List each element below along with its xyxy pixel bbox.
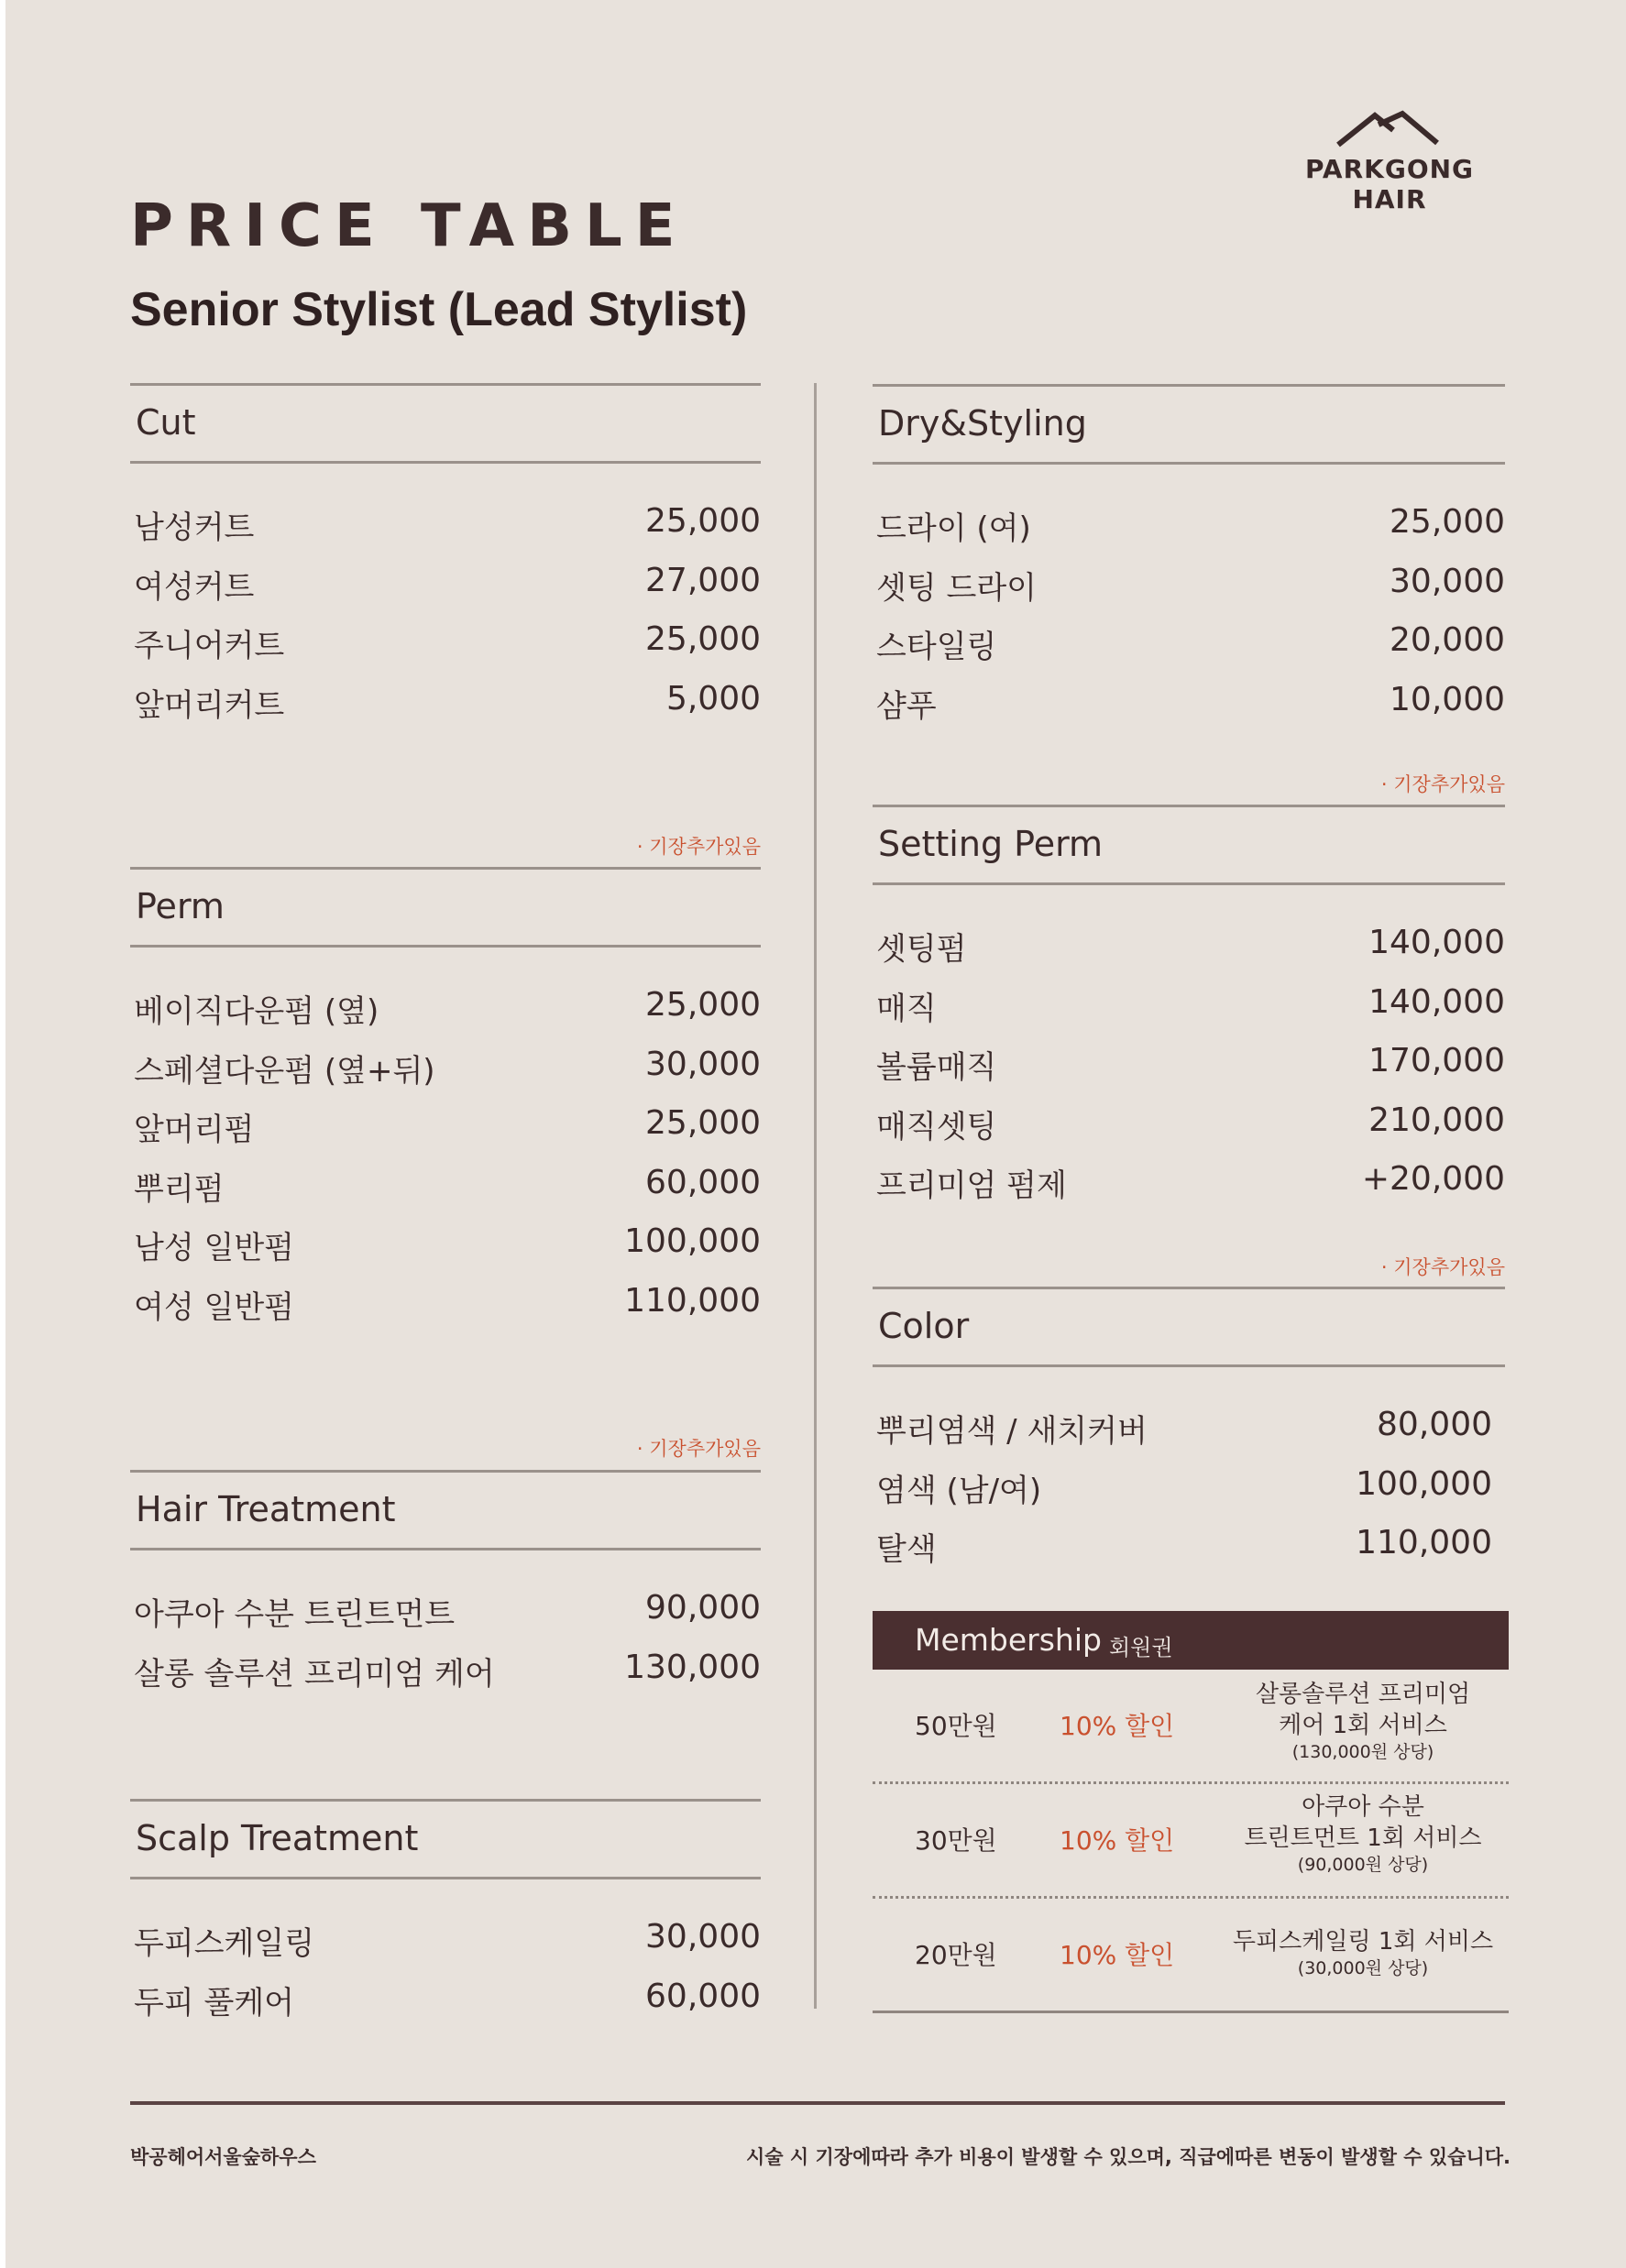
- item-name: 남성커트: [134, 509, 255, 546]
- price-row: [873, 563, 1505, 622]
- length-surcharge-note: · 기장추가있음: [1380, 1256, 1505, 1278]
- membership-discount: 10% 할인: [1060, 1711, 1175, 1741]
- item-price: 25,000: [645, 986, 761, 1024]
- benefit-line: 케어 1회 서비스: [1279, 1712, 1447, 1739]
- item-name: 뿌리염색 / 새치커버: [876, 1413, 1148, 1450]
- item-price: 210,000: [1368, 1101, 1505, 1139]
- item-price: 90,000: [645, 1589, 761, 1627]
- item-name: 스페셜다운펌 (옆+뒤): [134, 1052, 435, 1090]
- price-row: [130, 1104, 761, 1164]
- item-price: 25,000: [645, 502, 761, 540]
- price-row: [130, 502, 761, 562]
- item-price: 100,000: [1356, 1464, 1492, 1503]
- item-name: 탈색: [876, 1531, 937, 1568]
- price-row: [873, 681, 1505, 740]
- item-price: 25,000: [645, 1104, 761, 1142]
- item-price: +20,000: [1361, 1160, 1505, 1198]
- price-table-page: [5, 0, 1626, 2268]
- length-surcharge-note: · 기장추가있음: [1380, 773, 1505, 795]
- price-row: [130, 1282, 761, 1342]
- membership-row: [873, 1670, 1509, 1784]
- item-name: 주니어커트: [134, 628, 285, 664]
- item-price: 130,000: [624, 1648, 761, 1686]
- section-color: [873, 1287, 1492, 1583]
- item-price: 140,000: [1368, 924, 1505, 961]
- benefit-line: 두피스케일링 1회 서비스: [1232, 1928, 1494, 1956]
- price-row: [873, 1160, 1505, 1220]
- item-name: 앞머리커트: [134, 686, 285, 724]
- brand-logo-text: PARKGONG HAIR: [1304, 154, 1475, 214]
- item-name: 여성 일반펌: [134, 1288, 295, 1326]
- item-price: 30,000: [645, 1918, 761, 1956]
- item-name: 아쿠아 수분 트린트먼트: [134, 1596, 456, 1633]
- price-row: [130, 562, 761, 621]
- section-cut: [130, 383, 761, 739]
- item-name: 두피스케일링: [134, 1925, 315, 1962]
- membership-header: [873, 1611, 1509, 1670]
- price-row: [130, 986, 761, 1046]
- section-header: [130, 1799, 761, 1879]
- length-surcharge-note: · 기장추가있음: [636, 836, 761, 858]
- item-name: 프리미엄 펌제: [876, 1167, 1067, 1204]
- benefit-line: 살롱솔루션 프리미엄: [1255, 1681, 1471, 1708]
- length-surcharge-note: · 기장추가있음: [636, 1438, 761, 1460]
- section-title: Perm: [136, 886, 225, 926]
- item-name: 베이직다운펌 (옆): [134, 993, 379, 1030]
- item-name: 드라이 (여): [876, 510, 1031, 547]
- item-name: 셋팅펌: [876, 931, 967, 968]
- section-header: [873, 1287, 1505, 1367]
- benefit-value: (130,000원 상당): [1291, 1742, 1434, 1762]
- membership-title: Membership: [915, 1622, 1102, 1658]
- benefit-line: 아쿠아 수분: [1302, 1793, 1424, 1821]
- section-title: Color: [878, 1306, 970, 1346]
- section-title: Scalp Treatment: [136, 1818, 419, 1858]
- item-price: 30,000: [645, 1045, 761, 1083]
- membership-amount: 30만원: [915, 1825, 997, 1856]
- item-price: 5,000: [665, 679, 761, 718]
- benefit-line: 트린트먼트 1회 서비스: [1244, 1824, 1482, 1852]
- footer-salon-name: 박공헤어서울숲하우스: [130, 2146, 316, 2168]
- item-price: 100,000: [624, 1222, 761, 1260]
- item-name: 앞머리펌: [134, 1112, 255, 1148]
- section-dry-styling: [873, 384, 1505, 740]
- price-row: [130, 1649, 761, 1708]
- item-name: 남성 일반펌: [134, 1230, 295, 1266]
- price-row: [873, 1406, 1492, 1465]
- page-subtitle: Senior Stylist (Lead Stylist): [130, 283, 748, 336]
- price-row: [130, 1164, 761, 1223]
- membership-amount: 50만원: [915, 1711, 997, 1741]
- item-price: 25,000: [1390, 503, 1505, 541]
- benefit-value: (30,000원 상당): [1297, 1958, 1429, 1978]
- item-price: 140,000: [1368, 982, 1505, 1021]
- membership-amount: 20만원: [915, 1940, 997, 1970]
- price-row: [873, 1042, 1505, 1101]
- membership-row: [873, 1784, 1509, 1899]
- item-price: 60,000: [645, 1977, 761, 2015]
- price-row: [873, 1524, 1492, 1583]
- roof-mark-icon: [1333, 108, 1443, 150]
- page-title: PRICE TABLE: [130, 192, 688, 260]
- item-price: 10,000: [1390, 680, 1505, 718]
- price-row: [130, 1046, 761, 1105]
- section-scalp-treatment: [130, 1799, 761, 2036]
- price-row: [130, 680, 761, 740]
- price-row: [873, 924, 1505, 983]
- item-name: 살롱 솔루션 프리미엄 케어: [134, 1655, 495, 1693]
- item-price: 30,000: [1390, 562, 1505, 600]
- section-setting-perm: [873, 805, 1505, 1220]
- section-header: [873, 384, 1505, 465]
- membership-title-ko: 회원권: [1109, 1635, 1173, 1660]
- item-price: 25,000: [645, 620, 761, 658]
- item-price: 20,000: [1390, 621, 1505, 659]
- column-divider: [814, 383, 817, 2009]
- item-name: 스타일링: [876, 629, 997, 665]
- price-row: [130, 1222, 761, 1282]
- section-hair-treatment: [130, 1470, 761, 1707]
- footer-disclaimer: 시술 시 기장에따라 추가 비용이 발생할 수 있으며, 직급에따른 변동이 발생할 수 있습니다.: [746, 2146, 1511, 2168]
- footer-divider: [130, 2101, 1505, 2105]
- section-perm: [130, 867, 761, 1341]
- section-header: [130, 383, 761, 464]
- item-name: 매직: [876, 990, 937, 1027]
- item-price: 170,000: [1368, 1042, 1505, 1079]
- item-name: 염색 (남/여): [876, 1472, 1042, 1509]
- price-row: [873, 621, 1505, 681]
- section-header: [873, 805, 1505, 885]
- price-row: [130, 1978, 761, 2037]
- membership-box: [873, 1611, 1509, 2013]
- price-row: [873, 1465, 1492, 1525]
- price-row: [873, 1101, 1505, 1161]
- item-name: 두피 풀케어: [134, 1984, 295, 2021]
- item-name: 여성커트: [134, 568, 255, 606]
- price-row: [130, 1918, 761, 1978]
- item-price: 60,000: [645, 1163, 761, 1201]
- section-header: [130, 867, 761, 948]
- item-price: 110,000: [1356, 1524, 1492, 1561]
- membership-benefit: [1221, 1791, 1505, 1876]
- section-title: Hair Treatment: [136, 1489, 396, 1529]
- item-name: 샴푸: [876, 687, 937, 725]
- section-title: Cut: [136, 402, 196, 443]
- item-price: 110,000: [624, 1281, 761, 1320]
- membership-row: [873, 1899, 1509, 2013]
- item-name: 매직셋팅: [876, 1108, 997, 1145]
- section-title: Setting Perm: [878, 824, 1104, 864]
- membership-benefit: [1221, 1679, 1505, 1763]
- item-name: 셋팅 드라이: [876, 569, 1038, 607]
- price-row: [873, 503, 1505, 563]
- section-title: Dry&Styling: [878, 403, 1087, 444]
- item-price: 80,000: [1377, 1406, 1492, 1443]
- price-row: [873, 983, 1505, 1043]
- membership-discount: 10% 할인: [1060, 1825, 1175, 1856]
- price-row: [130, 1589, 761, 1649]
- item-name: 볼륨매직: [876, 1049, 997, 1086]
- membership-benefit: [1221, 1926, 1505, 1979]
- item-name: 뿌리펌: [134, 1170, 225, 1208]
- section-header: [130, 1470, 761, 1550]
- benefit-value: (90,000원 상당): [1297, 1855, 1429, 1875]
- price-row: [130, 620, 761, 680]
- membership-discount: 10% 할인: [1060, 1940, 1175, 1970]
- item-price: 27,000: [645, 561, 761, 599]
